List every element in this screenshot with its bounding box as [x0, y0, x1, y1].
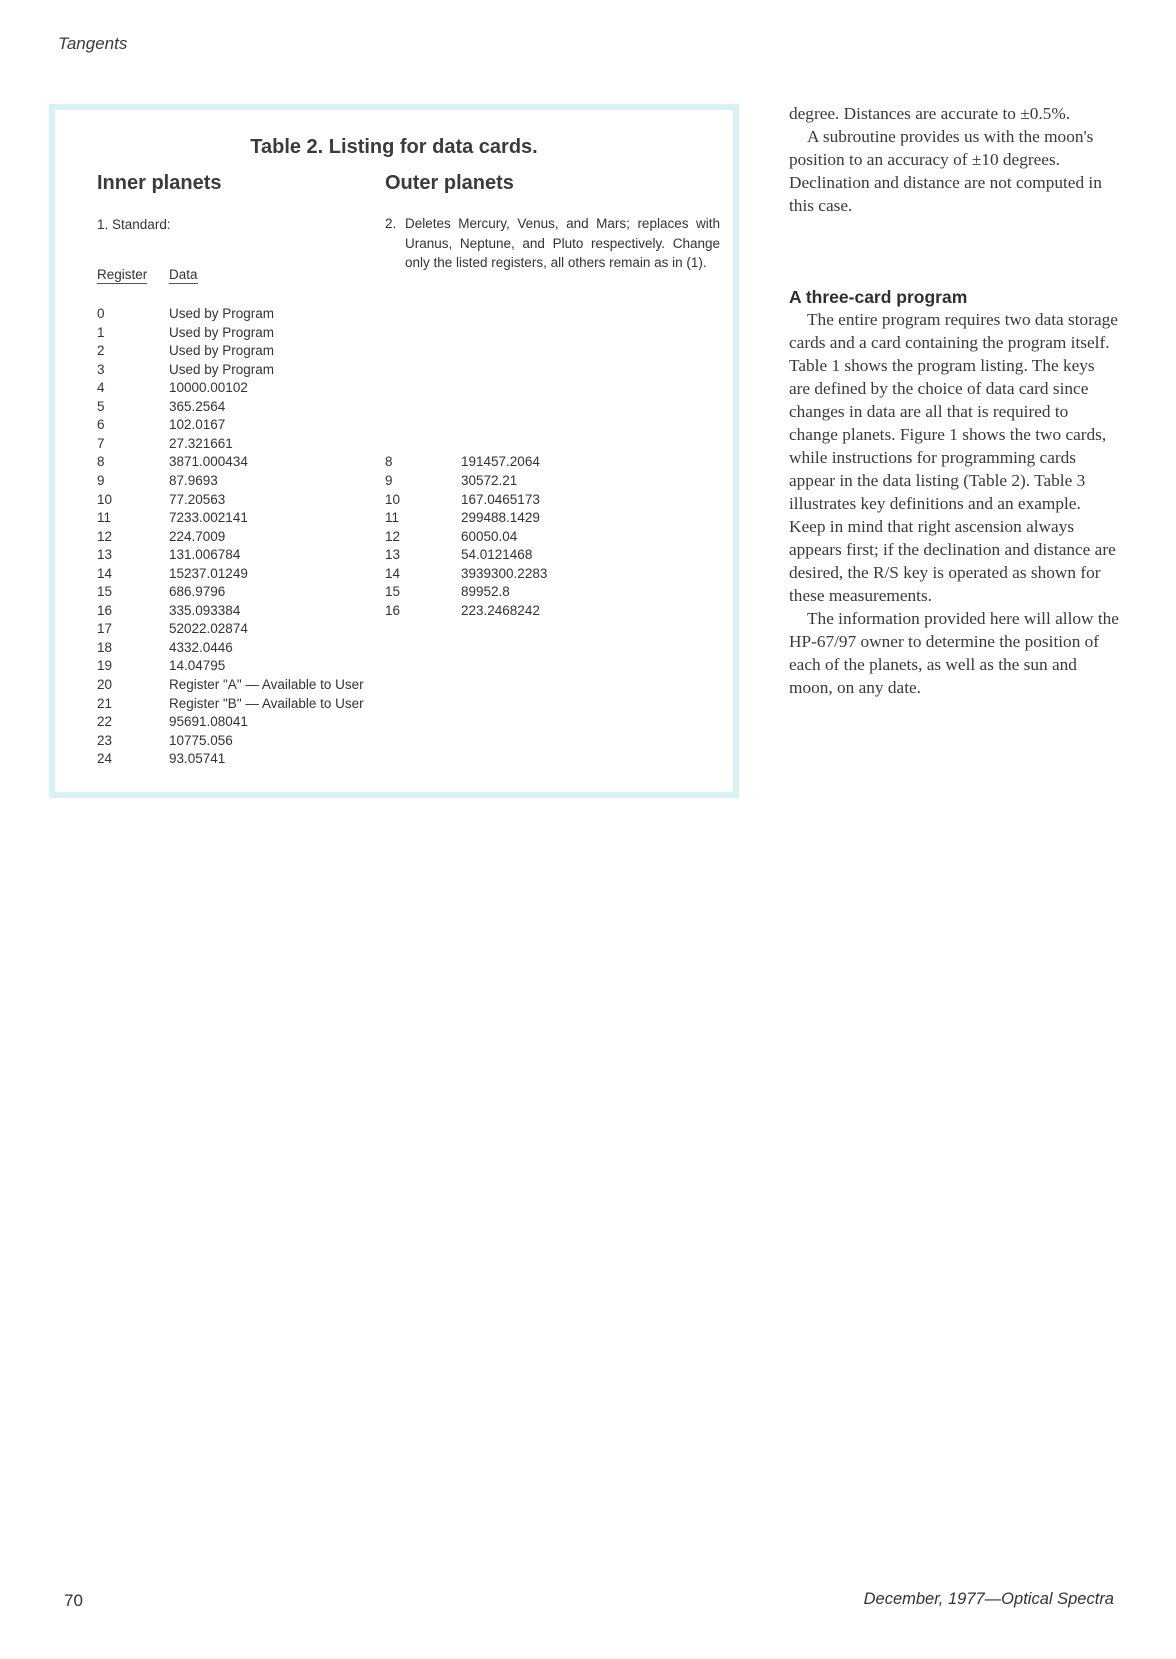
paragraph-accuracy: degree. Distances are accurate to ±0.5%. — [789, 104, 1071, 123]
inner-planets-heading: Inner planets — [97, 172, 222, 194]
article-column-bottom — [789, 308, 1119, 699]
register-number: 11 — [97, 510, 112, 526]
register-value: 299488.1429 — [461, 510, 540, 526]
register-number: 5 — [97, 398, 105, 414]
register-value: 7233.002141 — [169, 510, 248, 526]
register-value: 30572.21 — [461, 472, 518, 488]
register-number: 1 — [97, 324, 105, 340]
outer-planets-heading: Outer planets — [385, 172, 514, 194]
register-number: 10 — [385, 491, 401, 507]
register-value: 60050.04 — [461, 528, 518, 544]
register-number: 18 — [97, 639, 113, 655]
paragraph-moon-subroutine: A subroutine provides us with the moon's position to an accuracy of ±10 degrees. Declination and distance are not computed in this case. — [789, 127, 1102, 215]
register-value: 365.2564 — [169, 398, 226, 414]
register-number: 21 — [97, 695, 113, 711]
register-number: 10 — [97, 491, 113, 507]
register-number: 4 — [97, 380, 105, 396]
register-number: 24 — [97, 751, 113, 767]
register-value: 4332.0446 — [169, 639, 233, 655]
outer-note-number: 2. — [385, 216, 397, 231]
register-number: 22 — [97, 714, 113, 730]
register-value: 93.05741 — [169, 751, 226, 767]
register-value: 102.0167 — [169, 417, 226, 433]
register-number: 15 — [97, 584, 113, 600]
register-value: 10000.00102 — [169, 380, 248, 396]
register-value: Used by Program — [169, 361, 275, 377]
register-value: 10775.056 — [169, 732, 233, 748]
register-value: 3939300.2283 — [461, 565, 548, 581]
register-number: 17 — [97, 621, 113, 637]
register-value: Used by Program — [169, 343, 275, 359]
register-number: 19 — [97, 658, 113, 674]
register-number: 14 — [385, 565, 401, 581]
register-number: 16 — [385, 602, 401, 618]
register-column-label: Register — [97, 267, 148, 282]
register-number: 3 — [97, 361, 105, 377]
register-value: 167.0465173 — [461, 491, 540, 507]
table-title: Table 2. Listing for data cards. — [250, 136, 538, 158]
register-value: Register "A" — Available to User — [169, 677, 364, 692]
register-value: 224.7009 — [169, 528, 226, 544]
standard-note — [97, 217, 171, 232]
outer-planets-note — [385, 214, 720, 273]
article-column-top — [789, 102, 1119, 217]
register-number: 8 — [97, 454, 105, 470]
register-value: 686.9796 — [169, 584, 226, 600]
register-value: 223.2468242 — [461, 602, 540, 618]
register-number: 13 — [97, 547, 113, 563]
register-number: 13 — [385, 547, 401, 563]
register-number: 8 — [385, 454, 393, 470]
register-number: 0 — [97, 306, 105, 321]
register-value: Used by Program — [169, 306, 275, 321]
register-number: 15 — [385, 584, 401, 600]
data-column-label: Data — [169, 267, 198, 282]
journal-footer: December, 1977—Optical Spectra — [863, 1590, 1114, 1608]
register-number: 23 — [97, 732, 113, 748]
paragraph-three-card: The entire program requires two data storage cards and a card containing the program itself. Table 1 shows the program listing. The keys are defined by the choice of data card since changes in data are all that is required to change planets. Figure 1 shows the two cards, while instructions for programming cards appear in the data listing (Table 2). Table 3 illustrates key definitions and an example. Keep in mind that right ascension always appears first; if the declination and distance are desired, the R/S key is operated as shown for these measurements. — [789, 310, 1118, 605]
register-number: 12 — [97, 528, 113, 544]
register-value: Used by Program — [169, 324, 275, 340]
paragraph-conclusion: The information provided here will allow the HP-67/97 owner to determine the position of each of the planets, as well as the sun and moon, on any date. — [789, 609, 1119, 697]
register-number: 16 — [97, 602, 113, 618]
register-value: 191457.2064 — [461, 454, 540, 470]
register-number: 6 — [97, 417, 105, 433]
register-value: 77.20563 — [169, 491, 226, 507]
register-value: 87.9693 — [169, 472, 218, 488]
running-header: Tangents — [58, 34, 128, 53]
register-number: 14 — [97, 565, 113, 581]
register-number: 20 — [97, 677, 113, 692]
register-number: 9 — [385, 472, 393, 488]
register-value: 27.321661 — [169, 435, 233, 451]
page-number: 70 — [64, 1591, 83, 1610]
data-cards-table — [49, 104, 739, 798]
register-value: 52022.02874 — [169, 621, 248, 637]
register-number: 7 — [97, 435, 105, 451]
register-value: 335.093384 — [169, 602, 241, 618]
register-value: Register "B" — Available to User — [169, 695, 364, 711]
standard-note-text: Standard: — [112, 217, 171, 232]
register-value: 54.0121468 — [461, 547, 533, 563]
register-value: 89952.8 — [461, 584, 510, 600]
register-value: 3871.000434 — [169, 454, 248, 470]
register-value: 14.04795 — [169, 658, 226, 674]
section-heading: A three-card program — [789, 287, 968, 307]
register-number: 12 — [385, 528, 401, 544]
register-value: 131.006784 — [169, 547, 241, 563]
register-number: 9 — [97, 472, 105, 488]
outer-note-text: Deletes Mercury, Venus, and Mars; replaces with Uranus, Neptune, and Pluto respectively. Change only the listed registers, all others remain as in (1). — [405, 216, 720, 270]
register-number: 11 — [385, 510, 400, 526]
register-value: 95691.08041 — [169, 714, 248, 730]
register-number: 2 — [97, 343, 105, 359]
standard-note-number: 1. — [97, 217, 109, 232]
register-value: 15237.01249 — [169, 565, 248, 581]
